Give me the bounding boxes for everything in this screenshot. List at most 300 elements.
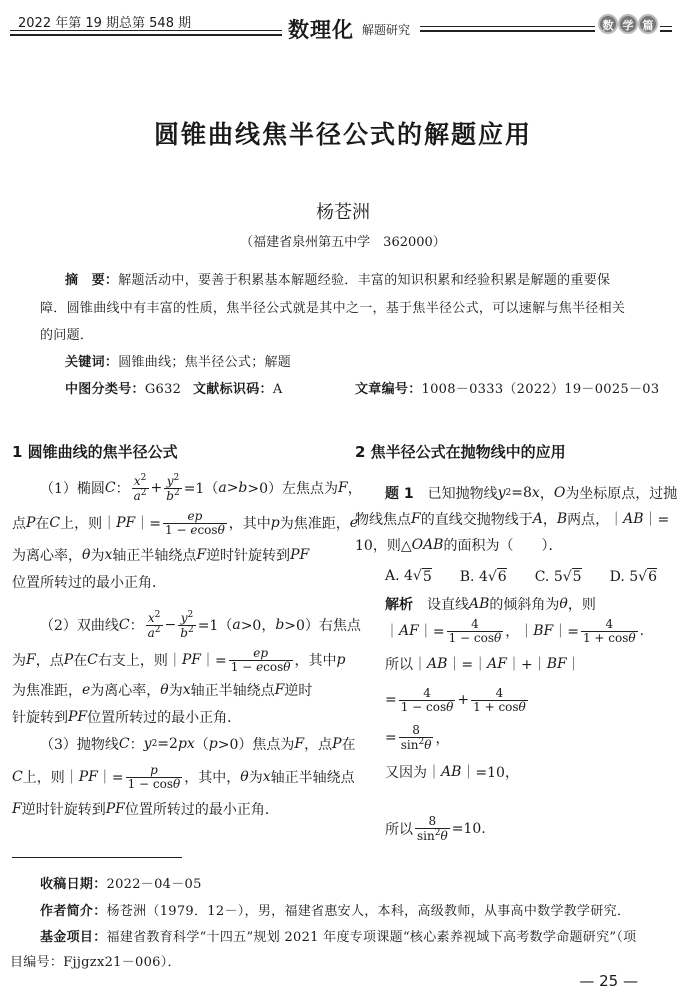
math-symbol: PF [68, 709, 88, 725]
math-symbol: PF [116, 515, 136, 532]
text-run: 位置所转过的最小正角． [124, 802, 279, 818]
text-run: 为离心率， [90, 683, 161, 699]
text-run: =2 [157, 736, 178, 752]
author-name: 杨苍洲 [316, 202, 370, 223]
math-symbol: θ [493, 630, 502, 645]
page-number: — 25 — [579, 972, 638, 990]
text-run: ： [129, 737, 144, 753]
text-run: 为离心率， [12, 548, 82, 564]
text-run: （2）双曲线 [40, 618, 119, 635]
right-text-line [385, 687, 530, 714]
left-text-line [12, 647, 345, 674]
right-text-line [355, 509, 669, 529]
badge-char: 数 [598, 14, 618, 34]
text-run: =1（ [197, 618, 233, 635]
denominator [146, 625, 163, 640]
text-run: 的倾斜角为 [489, 597, 560, 613]
math-symbol: AB [441, 764, 462, 780]
text-run: 4 [495, 686, 504, 700]
denominator [581, 631, 638, 645]
denominator [126, 777, 183, 791]
received-date [40, 873, 202, 892]
math-symbol: y [143, 736, 152, 752]
math-symbol: C [118, 736, 130, 752]
text-run: 设直线 [413, 597, 469, 613]
text-run: > [226, 480, 239, 497]
math-symbol: C [87, 652, 98, 669]
right-text-line [355, 535, 562, 555]
clc-number [65, 378, 181, 397]
math-symbol: a [218, 480, 227, 497]
left-text-line [40, 734, 356, 754]
bio-label: 作者简介： [40, 904, 107, 919]
text-run: ， [347, 481, 362, 498]
article-number-label: 文章编号： [355, 382, 422, 397]
fraction [132, 474, 149, 503]
text-run: 在 [35, 516, 50, 533]
text-run: （1）椭圆 [40, 481, 105, 498]
text-run: >0）右焦点 [284, 618, 361, 635]
text-run: 4 [471, 617, 479, 631]
text-run: 又因为｜ [385, 765, 441, 781]
superscript: 2 [173, 473, 180, 483]
text-run: 已知抛物线 [413, 486, 498, 502]
math-symbol: x [182, 682, 191, 698]
fraction [163, 510, 227, 537]
numerator [427, 815, 439, 828]
text-run: = [385, 692, 397, 709]
math-symbol: e [349, 515, 359, 532]
superscript: 2 [154, 610, 161, 620]
math-symbol: x [262, 769, 271, 786]
text-run: 10，则△ [355, 538, 412, 554]
left-text-line [40, 611, 361, 640]
numerator [148, 764, 160, 777]
bold-label: 题 1 [385, 486, 414, 502]
text-run: ，其中， [184, 770, 241, 787]
denominator [399, 700, 456, 714]
math-symbol: C [12, 769, 23, 786]
fraction [399, 724, 434, 752]
footnote-rule [12, 857, 182, 858]
math-symbol: A [532, 511, 543, 527]
fraction [146, 611, 163, 640]
math-symbol: p [208, 736, 218, 752]
article-number-value: 1008－0333（2022）19－0025－03 [421, 382, 660, 397]
text-run: 为焦准距， [279, 516, 350, 533]
text-run: cos [263, 659, 284, 674]
article-number [355, 378, 659, 397]
journal-section: 解题研究 [362, 23, 411, 37]
math-symbol: PF [181, 652, 201, 669]
math-symbol: θ [173, 776, 181, 791]
bio-value: 杨苍洲（1979．12－），男，福建省惠安人，本科，高级教师，从事高中数学教学研究． [106, 904, 631, 919]
keywords-value: 圆锥曲线；焦半径公式；解题 [118, 355, 292, 370]
math-symbol: AB [469, 596, 490, 612]
math-symbol: θ [160, 682, 169, 698]
text-run: 1 − cos [448, 630, 494, 645]
math-symbol: BF [546, 656, 567, 672]
text-run: 所以 [385, 821, 413, 838]
fraction [415, 815, 450, 843]
math-symbol: θ [446, 699, 454, 714]
text-run: ｜= [201, 653, 227, 670]
fraction [581, 618, 638, 645]
math-symbol: b [166, 488, 174, 503]
superscript: 2 [173, 487, 180, 498]
text-run: sin [400, 737, 419, 752]
text-run: − [164, 617, 177, 634]
text-run: ，其中 [228, 516, 271, 533]
text-run: 1 − cos [400, 699, 447, 714]
superscript: 2 [418, 736, 425, 747]
math-symbol: ep [187, 509, 203, 523]
math-symbol: x [133, 474, 141, 488]
numerator [410, 724, 422, 737]
text-run: （ [194, 737, 209, 753]
left-text-line [40, 474, 362, 503]
text-run: cos [197, 522, 218, 537]
math-symbol: AB [427, 656, 448, 672]
keywords-label: 关键词： [65, 355, 119, 370]
numerator [132, 474, 149, 488]
left-text-line [12, 510, 358, 537]
clc-label: 中图分类号： [65, 382, 145, 397]
text-run: ｜=｜ [447, 657, 488, 673]
text-run: 为 [12, 653, 26, 670]
math-symbol: b [180, 625, 188, 640]
header-rule-end [660, 26, 672, 32]
radicand: 5 [572, 568, 582, 585]
denominator [132, 488, 149, 503]
right-text-line [385, 566, 657, 586]
fraction [178, 611, 195, 640]
text-run: . [639, 623, 645, 640]
text-run: + [457, 692, 470, 709]
text-run: 为 [248, 770, 263, 787]
fraction [399, 687, 456, 714]
abstract-line [65, 269, 610, 288]
text-run: ： [115, 481, 130, 498]
text-run: 的面积为（ ）． [443, 538, 563, 554]
fraction [471, 687, 528, 714]
text-run: >0）左焦点为 [247, 481, 339, 498]
math-symbol: BF [533, 623, 554, 640]
superscript: 2 [154, 624, 161, 635]
math-symbol: F [274, 682, 285, 698]
text-run: C. 5√ [506, 569, 572, 585]
text-run: 针旋转到 [12, 710, 68, 726]
left-text-line [12, 799, 279, 819]
received-value: 2022－04－05 [106, 877, 202, 892]
text-run: 逆时针旋转到 [206, 548, 291, 564]
fraction [164, 474, 181, 503]
superscript: 2 [140, 473, 147, 483]
math-symbol: P [63, 652, 74, 669]
text-run: ，其中 [294, 653, 337, 670]
left-text-line [12, 680, 312, 700]
denominator [471, 700, 528, 714]
text-run: = [385, 729, 397, 746]
text-run: =1（ [183, 481, 219, 498]
math-symbol: e [82, 682, 91, 698]
denominator [415, 828, 450, 843]
right-text-line [385, 594, 596, 614]
abstract-label: 摘 要： [65, 273, 119, 288]
fund-project [40, 926, 636, 945]
numerator [165, 474, 182, 488]
math-symbol: x [147, 611, 155, 625]
doc-label: 文献标识码： [193, 382, 273, 397]
text-run: ， [539, 486, 554, 502]
right-text-line [385, 618, 644, 645]
text-run: ，点 [35, 653, 64, 670]
text-run: 轴正半轴绕点 [270, 770, 355, 787]
abstract-line: 障．圆锥曲线中有丰富的性质，焦半径公式就是其中之一，基于焦半径公式，可以速解与焦半径相关 [40, 301, 626, 316]
clc-value: G632 [144, 382, 182, 397]
text-run: ｜ [566, 657, 581, 673]
text-run: 点 [12, 516, 26, 533]
text-run: 逆时 [284, 683, 313, 699]
math-symbol: x [104, 547, 113, 563]
math-symbol: θ [283, 659, 291, 674]
affiliation: （福建省泉州第五中学 362000） [240, 235, 446, 250]
text-run: ｜= [553, 624, 579, 641]
denominator [399, 737, 434, 752]
math-symbol: O [553, 485, 566, 501]
math-symbol: PF [105, 801, 125, 817]
left-text-line [12, 572, 166, 592]
text-run: 逆时针旋转到 [21, 802, 106, 818]
text-run: 1 − [165, 522, 191, 537]
text-run: 在 [73, 653, 88, 670]
text-run: 在 [341, 737, 356, 753]
text-run: 8 [428, 814, 437, 828]
math-symbol: OAB [411, 537, 444, 553]
author-bio [40, 900, 630, 919]
text-run: ｜= [135, 516, 162, 533]
numerator [494, 687, 506, 700]
math-symbol: y [180, 611, 188, 625]
text-run: ，则 [567, 597, 596, 613]
math-symbol: θ [440, 828, 448, 843]
text-run: =8 [511, 485, 532, 501]
math-symbol: PF [78, 769, 98, 786]
text-run: >0）焦点为 [217, 737, 295, 753]
text-run: 4 [605, 617, 614, 631]
math-symbol: C [118, 617, 130, 634]
math-symbol: AB [623, 511, 644, 527]
text-run: ｜= [97, 770, 124, 787]
issue-info: 2022 年第 19 期总第 548 期 [18, 16, 192, 31]
right-text-line [385, 724, 449, 752]
text-run: 1 + cos [582, 630, 629, 645]
superscript: 2 [187, 624, 194, 635]
math-symbol: B [556, 511, 568, 527]
superscript: 2 [151, 739, 158, 749]
fund-value: 福建省教育科学“十四五”规划 2021 年度专项课题“核心素养视域下高考数学命题研究”（项 [106, 930, 637, 945]
section-heading-1: 1 圆锥曲线的焦半径公式 [12, 443, 178, 461]
doc-value: A [272, 382, 283, 397]
text-run: ， [435, 730, 450, 747]
text-run: sin [417, 828, 435, 843]
math-symbol: p [270, 515, 280, 532]
text-run: 上，则｜ [60, 516, 117, 533]
header-rule-right [420, 26, 595, 32]
text-run: 两点，｜ [567, 512, 624, 528]
math-symbol: C [49, 515, 61, 532]
math-symbol: θ [240, 769, 249, 786]
radicand: 6 [497, 568, 507, 585]
text-run: 4 [423, 686, 431, 700]
math-symbol: θ [82, 547, 91, 563]
math-symbol: θ [424, 737, 432, 752]
header-rule-left [10, 30, 282, 36]
section-heading-2: 2 焦半径公式在抛物线中的应用 [355, 443, 566, 461]
fraction [229, 647, 293, 674]
math-symbol: a [147, 625, 155, 640]
math-symbol: x [531, 485, 540, 501]
journal-brand: 数理化 [288, 18, 354, 42]
numerator [251, 647, 270, 660]
right-text-line [385, 654, 581, 674]
text-run: 8 [412, 723, 420, 737]
denominator [164, 488, 181, 503]
superscript: 2 [434, 827, 441, 838]
text-run: （3）抛物线 [40, 737, 119, 753]
text-run: 为焦准距， [12, 683, 82, 699]
math-symbol: px [177, 736, 195, 752]
radicand: 6 [648, 568, 657, 585]
math-symbol: F [26, 652, 36, 669]
text-run: ｜ [385, 624, 399, 641]
math-symbol: b [238, 480, 248, 497]
article-title: 圆锥曲线焦半径公式的解题应用 [153, 120, 532, 149]
doc-code [193, 378, 283, 397]
math-symbol: F [294, 736, 305, 752]
fraction [447, 618, 504, 645]
numerator [421, 687, 433, 700]
text-run: ｜= [643, 512, 670, 528]
text-run: 上，则｜ [22, 770, 79, 787]
text-run: ： [129, 618, 144, 635]
text-run: ｜=10， [461, 765, 519, 781]
math-symbol: AF [487, 656, 507, 672]
fund-label: 基金项目： [40, 930, 107, 945]
denominator [447, 631, 504, 645]
text-run: 为 [90, 548, 105, 564]
text-run: 物线焦点 [355, 512, 411, 528]
radicand: 5 [422, 568, 432, 585]
text-run: 位置所转过的最小正角． [12, 575, 166, 591]
text-run: 右支上，则｜ [97, 653, 182, 670]
keywords [65, 351, 291, 370]
math-symbol: b [275, 617, 285, 634]
math-symbol: F [411, 511, 421, 527]
math-symbol: F [12, 801, 22, 817]
math-symbol: p [150, 763, 158, 777]
math-symbol: y [166, 474, 174, 488]
math-symbol: P [26, 515, 36, 532]
math-symbol: θ [518, 699, 526, 714]
text-run: A. 4√ [385, 568, 422, 584]
abstract-text: 解题活动中，要善于积累基本解题经验．丰富的知识积累和经验积累是解题的重要保 [118, 273, 611, 288]
math-symbol: C [104, 480, 116, 497]
badge-char: 学 [618, 14, 638, 34]
math-symbol: a [232, 617, 241, 634]
superscript: 2 [140, 487, 147, 498]
numerator [146, 611, 163, 625]
numerator [603, 618, 615, 631]
text-run: 为 [168, 683, 183, 699]
text-run: 所以｜ [385, 657, 427, 673]
numerator [469, 618, 481, 631]
text-run: >0， [240, 618, 276, 635]
math-symbol: p [336, 652, 346, 669]
denominator [163, 523, 227, 537]
badge-char: 篇 [638, 14, 658, 34]
bold-label: 解析 [385, 597, 413, 613]
text-run: =10. [451, 820, 486, 837]
text-run: ， [542, 512, 557, 528]
text-run: 轴正半轴绕点 [190, 683, 275, 699]
denominator [178, 625, 195, 640]
math-symbol: a [133, 488, 141, 503]
math-symbol: P [332, 736, 342, 752]
math-symbol: y [497, 485, 506, 501]
right-text-line [385, 815, 486, 843]
numerator [179, 611, 196, 625]
math-symbol: e [190, 522, 198, 537]
math-symbol: e [256, 659, 264, 674]
text-run: 为坐标原点，过抛 [565, 486, 678, 502]
fraction [126, 764, 183, 791]
left-text-line [12, 545, 309, 565]
left-text-line [12, 707, 241, 727]
text-run: ｜+｜ [506, 657, 547, 673]
math-symbol: θ [217, 522, 225, 537]
text-run: 轴正半轴绕点 [112, 548, 197, 564]
math-symbol: AF [399, 623, 419, 640]
right-text-line [385, 483, 677, 503]
text-run: 1 − cos [127, 776, 174, 791]
text-run: B. 4√ [431, 569, 497, 585]
text-run: 1 + cos [473, 699, 519, 714]
math-symbol: F [196, 547, 207, 563]
text-run: ，点 [304, 737, 333, 753]
text-run: 1 − [230, 659, 257, 674]
text-run: + [150, 480, 163, 497]
text-run: ｜= [418, 624, 445, 641]
math-symbol: θ [559, 596, 568, 612]
math-symbol: ep [253, 646, 269, 660]
left-text-line [12, 764, 355, 791]
received-label: 收稿日期： [40, 877, 107, 892]
math-symbol: θ [628, 630, 636, 645]
superscript: 2 [505, 488, 512, 498]
text-run: 的直线交抛物线于 [420, 512, 533, 528]
abstract-line: 的问题． [40, 328, 94, 343]
math-symbol: F [338, 480, 348, 497]
math-symbol: PF [290, 547, 310, 563]
text-run: 位置所转过的最小正角． [87, 710, 242, 726]
superscript: 2 [187, 610, 194, 620]
text-run: ，｜ [505, 624, 534, 641]
numerator [186, 510, 205, 523]
denominator [229, 660, 293, 674]
fund-project-cont: 目编号：Fjjgzx21－006）． [10, 955, 181, 970]
right-text-line [385, 762, 519, 782]
